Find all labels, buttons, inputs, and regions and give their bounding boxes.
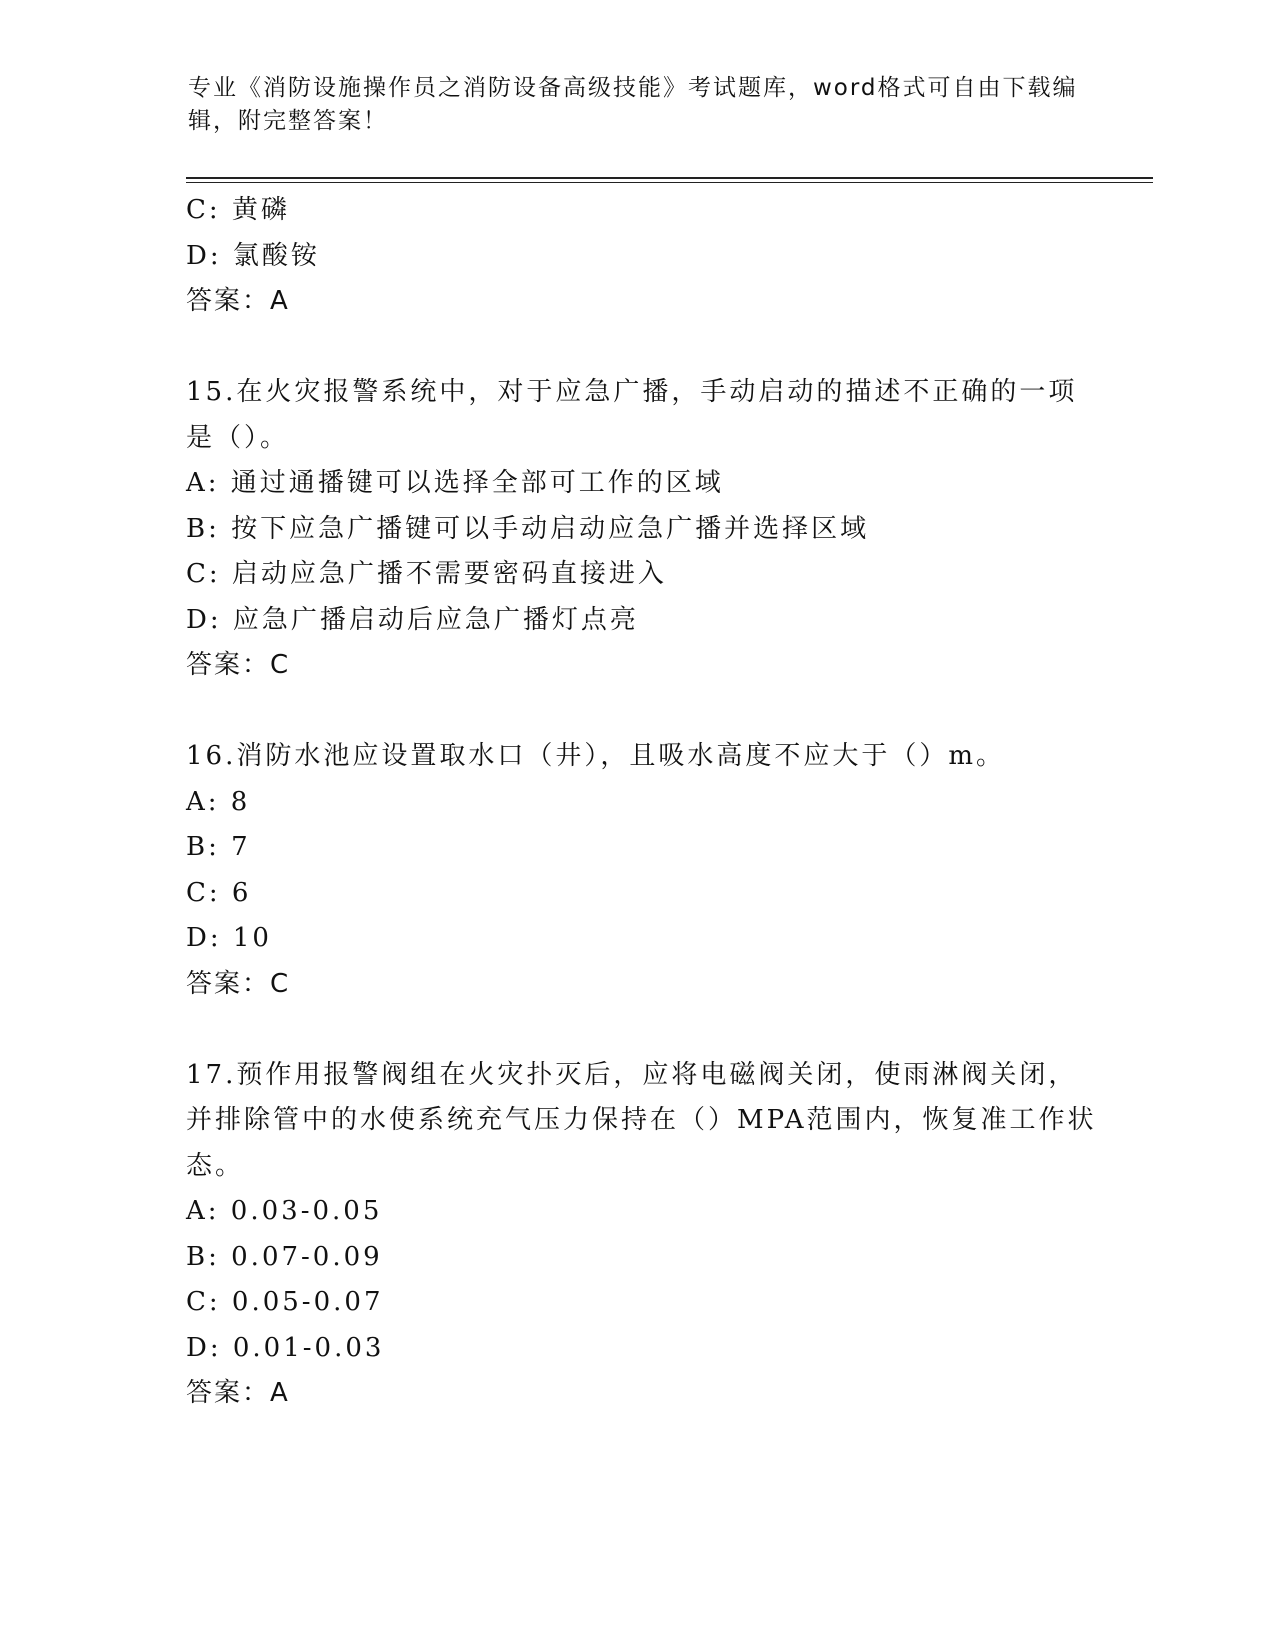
document-body (186, 188, 1097, 1417)
question-17 (186, 1053, 1097, 1417)
answer-line: 答案：A (186, 1378, 290, 1408)
header-rule-thick (186, 177, 1153, 179)
option-b: B: 7 (186, 832, 251, 862)
option-a: A: 通过通播键可以选择全部可工作的区域 (186, 468, 724, 498)
option-c: C: 0.05-0.07 (186, 1287, 384, 1317)
header-text: 专业《消防设施操作员之消防设备高级技能》考试题库，word格式可自由下载编辑，附完整答案！ (188, 75, 1078, 134)
question-16 (186, 734, 1086, 1007)
question-15 (186, 370, 1086, 689)
option-c: C: 启动应急广播不需要密码直接进入 (186, 559, 667, 589)
option-d: D: 0.01-0.03 (186, 1332, 385, 1363)
answer-line: 答案：C (186, 968, 291, 999)
spacer (186, 1007, 1086, 1053)
answer-line: 答案：C (186, 650, 291, 680)
question-text-line: 15.在火灾报警系统中，对于应急广播，手动启动的描述不正确的一项 (186, 377, 1078, 407)
option-b: B: 按下应急广播键可以手动启动应急广播并选择区域 (186, 513, 870, 544)
option-b: B: 0.07-0.09 (186, 1241, 383, 1272)
question-text-line: 态。 (186, 1150, 245, 1181)
spacer (186, 325, 1086, 371)
option-d: D: 10 (186, 923, 272, 953)
question-text-line: 是（）。 (186, 422, 290, 453)
option-d: D: 应急广播启动后应急广播灯点亮 (186, 604, 639, 635)
option-a: A: 8 (186, 786, 251, 817)
question-text-line: 17.预作用报警阀组在火灾扑灭后，应将电磁阀关闭，使雨淋阀关闭， (186, 1059, 1078, 1090)
option-d: D: 氯酸铵 (186, 240, 320, 271)
option-a: A: 0.03-0.05 (186, 1196, 383, 1226)
spacer (186, 689, 1086, 735)
header-rule-thin (186, 182, 1153, 183)
option-c: C: 黄磷 (186, 195, 290, 225)
document-header (188, 72, 1088, 138)
question-text-line: 16.消防水池应设置取水口（井），且吸水高度不应大于（）m。 (186, 741, 1006, 771)
question-text-line: 并排除管中的水使系统充气压力保持在（）MPA范围内，恢复准工作状 (186, 1105, 1097, 1135)
answer-line: 答案：A (186, 286, 290, 316)
option-c: C: 6 (186, 877, 252, 908)
question-14-tail (186, 188, 1086, 325)
